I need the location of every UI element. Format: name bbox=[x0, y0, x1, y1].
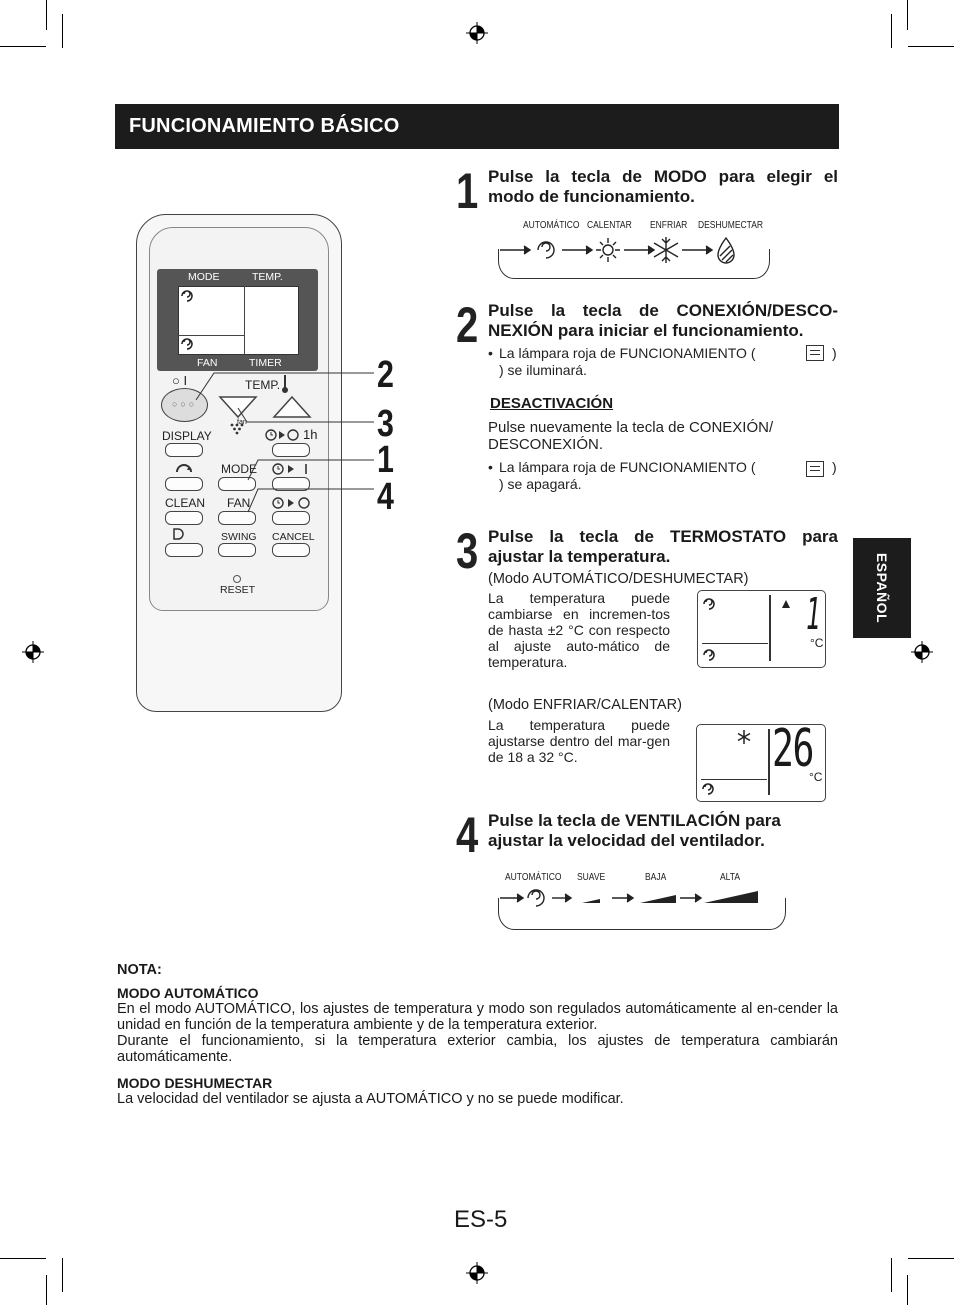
deactivation-bullet-text-b: ) se apagará. bbox=[499, 476, 582, 492]
lcd-cool-unit: °C bbox=[809, 770, 823, 784]
lcd-temp-label: TEMP. bbox=[252, 271, 283, 283]
mode-cool-label: ENFRIAR bbox=[650, 220, 688, 231]
step-1-number: 1 bbox=[456, 163, 479, 219]
speed-cycle-diagram bbox=[498, 886, 786, 912]
callout-4: 4 bbox=[377, 476, 394, 518]
step-2-number: 2 bbox=[456, 297, 479, 353]
lcd-cool-value: 26 bbox=[772, 719, 814, 779]
cancel-key-label: CANCEL bbox=[272, 531, 315, 543]
step-2-bullet-text-a: La lámpara roja de FUNCIONAMIENTO ( bbox=[499, 345, 756, 361]
lcd-cool-vdivider bbox=[768, 729, 770, 795]
deactivation-bullet-text-a: La lámpara roja de FUNCIONAMIENTO ( bbox=[499, 459, 756, 475]
snowflake-icon bbox=[736, 729, 752, 745]
step-3-title: Pulse la tecla de TERMOSTATO para ajustar la temperatura. bbox=[488, 527, 838, 566]
lcd-mode-label: MODE bbox=[188, 271, 220, 283]
fan-small-label: fan bbox=[237, 419, 247, 426]
fan-auto-icon bbox=[702, 648, 718, 662]
deactivation-text: Pulse nuevamente la tecla de CONEXIÓN/ DESCONEXIÓN. bbox=[488, 419, 774, 453]
lcd-fan-label: FAN bbox=[197, 357, 218, 369]
step-4-title: Pulse la tecla de VENTILACIÓN para ajustar la velocidad del ventilador. bbox=[488, 811, 781, 850]
step-3-number: 3 bbox=[456, 523, 479, 579]
step-2-bullet-text-b: ) se iluminará. bbox=[499, 362, 587, 378]
lcd-auto-unit: °C bbox=[810, 636, 824, 650]
mode-heat-label: CALENTAR bbox=[587, 220, 632, 231]
section-title: FUNCIONAMIENTO BÁSICO bbox=[115, 104, 839, 149]
callout-1: 1 bbox=[377, 439, 394, 481]
mode-cycle-diagram bbox=[498, 234, 770, 268]
operation-lamp-icon bbox=[806, 345, 824, 361]
fan-key-label: FAN bbox=[227, 496, 251, 510]
note-heading: NOTA: bbox=[117, 962, 162, 978]
lcd-cool-hline bbox=[701, 779, 767, 780]
lcd-auto-hline bbox=[702, 643, 768, 644]
step-1-title: Pulse la tecla de MODO para elegir el modo de funcionamiento. bbox=[488, 167, 838, 206]
note-auto-text-2: Durante el funcionamiento, si la temperatura exterior cambia, los ajustes de temperatura cambiarán automáticamente. bbox=[117, 1033, 838, 1065]
language-tab-label: ESPAÑOL bbox=[874, 552, 890, 624]
speed-quiet-label: SUAVE bbox=[577, 872, 606, 883]
lcd-auto-value: 1 bbox=[806, 589, 821, 640]
timer-1h-label: 1h bbox=[303, 427, 318, 442]
step-2-paren: ) bbox=[832, 345, 837, 361]
auto-mode-icon bbox=[702, 597, 718, 611]
speed-low-label: BAJA bbox=[645, 872, 667, 883]
callout-2: 2 bbox=[377, 354, 394, 396]
fan-auto-icon bbox=[701, 782, 717, 796]
note-auto-title: MODO AUTOMÁTICO bbox=[117, 985, 259, 1001]
step-2-title: Pulse la tecla de CONEXIÓN/DESCO-NEXIÓN para iniciar el funcionamiento. bbox=[488, 301, 838, 340]
display-key-label: DISPLAY bbox=[162, 429, 212, 443]
lcd-timer-label: TIMER bbox=[249, 357, 282, 369]
note-auto-text-1: En el modo AUTOMÁTICO, los ajustes de temperatura y modo son regulados automáticamente al en-cender la unidad en función de la temperatura ambiente y de la temperatura exterior. bbox=[117, 1001, 838, 1033]
mode-auto-label: AUTOMÁTICO bbox=[523, 220, 580, 231]
temp-key-label: TEMP. bbox=[245, 378, 281, 392]
auto-mode-text: La temperatura puede cambiarse en incremen-tos de hasta ±2 °C con respecto al ajuste auto-mático de temperatura. bbox=[488, 590, 670, 670]
power-button-dots: ○○○ bbox=[172, 399, 198, 409]
up-triangle-icon bbox=[781, 599, 791, 609]
step-4-number: 4 bbox=[456, 807, 479, 863]
mode-dry-label: DESHUMECTAR bbox=[698, 220, 764, 231]
lcd-auto-display bbox=[697, 590, 826, 668]
cool-mode-subhead: (Modo ENFRIAR/CALENTAR) bbox=[488, 697, 682, 713]
deactivation-title: DESACTIVACIÓN bbox=[490, 395, 614, 412]
mode-key-label: MODE bbox=[221, 462, 257, 476]
onoff-symbol: ○ I bbox=[172, 373, 188, 388]
speed-high-label: ALTA bbox=[720, 872, 741, 883]
operation-lamp-icon bbox=[806, 461, 824, 477]
clean-key-label: CLEAN bbox=[165, 496, 206, 510]
lcd-cool-display bbox=[696, 719, 826, 802]
page-number: ES-5 bbox=[454, 1206, 508, 1233]
deactivation-paren: ) bbox=[832, 459, 837, 475]
note-dry-title: MODO DESHUMECTAR bbox=[117, 1075, 273, 1091]
reset-key-label: RESET bbox=[220, 584, 256, 596]
speed-auto-label: AUTOMÁTICO bbox=[505, 872, 562, 883]
swing-key-label: SWING bbox=[221, 531, 257, 543]
lcd-auto-vdivider bbox=[769, 595, 771, 661]
cool-mode-text: La temperatura puede ajustarse dentro del mar-gen de 18 a 32 °C. bbox=[488, 717, 670, 765]
note-dry-text: La velocidad del ventilador se ajusta a AUTOMÁTICO y no se puede modificar. bbox=[117, 1091, 624, 1107]
auto-mode-subhead: (Modo AUTOMÁTICO/DESHUMECTAR) bbox=[488, 571, 749, 587]
callout-3: 3 bbox=[377, 403, 394, 445]
